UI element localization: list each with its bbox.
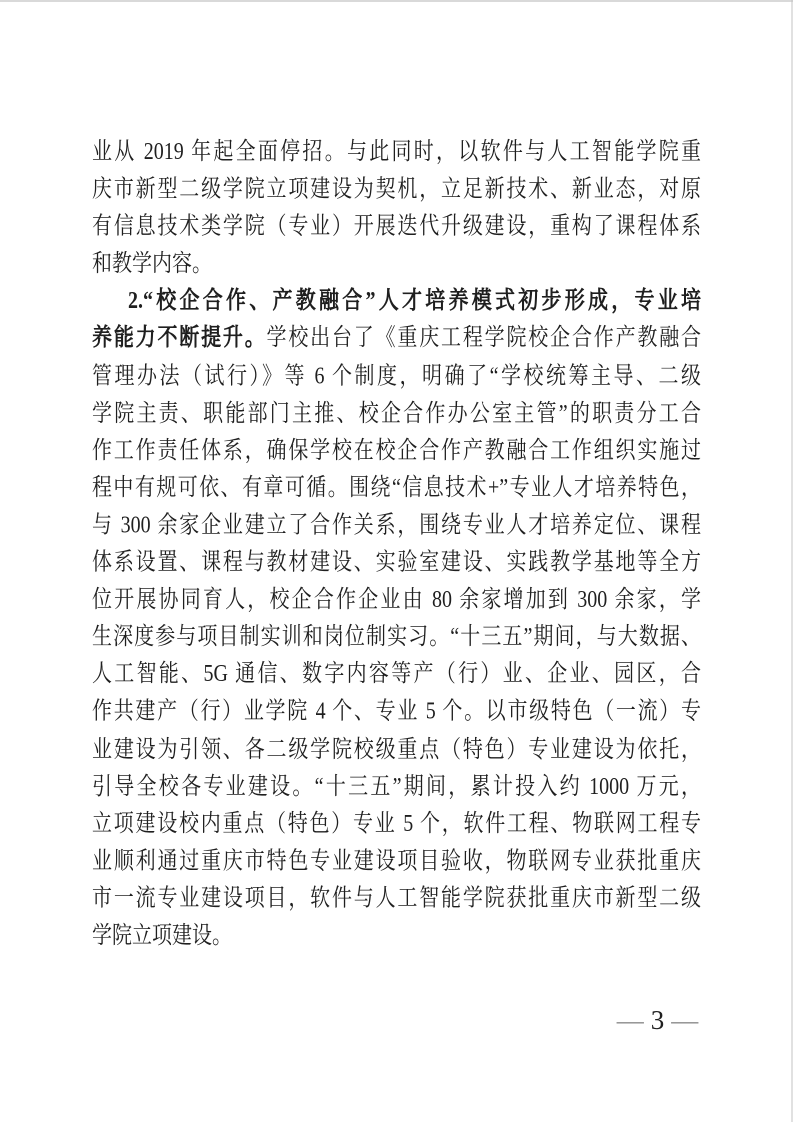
text-segment: 市一流专业建设项目，软件与人工智能学院获批重庆市新型二级 bbox=[92, 885, 701, 912]
emphasis-text-segment: 养能力不断提升。 bbox=[92, 325, 267, 352]
text-line bbox=[92, 843, 701, 880]
text-line bbox=[92, 544, 701, 581]
text-segment: 作工作责任体系，确保学校在校企合作产教融合工作组织实施过 bbox=[92, 437, 701, 464]
text-segment: 程中有规可依、有章可循。围绕“信息技术+”专业人才培养特色， bbox=[92, 474, 701, 502]
text-segment: 引导全校各专业建设。“十三五”期间，累计投入约 1000 万元， bbox=[92, 773, 701, 800]
text-segment: 作共建产（行）业学院 4 个、专业 5 个。以市级特色（一流）专 bbox=[92, 698, 701, 725]
text-line bbox=[92, 395, 701, 432]
text-line bbox=[92, 433, 701, 470]
text-segment: 和教学内容。 bbox=[92, 250, 212, 278]
page-footer bbox=[608, 1004, 708, 1036]
page-number: 3 bbox=[650, 1005, 666, 1035]
text-segment: 业顺利通过重庆市特色专业建设项目验收，物联网专业获批重庆 bbox=[92, 847, 701, 875]
text-segment: 业建设为引领、各二级学院校级重点（特色）专业建设为依托， bbox=[92, 735, 701, 763]
text-line bbox=[92, 694, 701, 731]
text-line bbox=[92, 918, 701, 955]
text-line bbox=[92, 619, 701, 656]
text-line bbox=[92, 321, 701, 358]
text-segment: 管理办法（试行）》等 6 个制度，明确了“学校统筹主导、二级 bbox=[92, 362, 701, 390]
text-segment: 学校出台了《重庆工程学院校企合作产教融合 bbox=[266, 325, 702, 352]
text-line bbox=[92, 582, 701, 619]
text-segment: 生深度参与项目制实训和岗位制实习。“十三五”期间，与大数据、 bbox=[92, 623, 701, 651]
text-segment: 立项建设校内重点（特色）专业 5 个，软件工程、物联网工程专 bbox=[92, 810, 701, 837]
text-line bbox=[92, 731, 701, 768]
text-segment: 位开展协同育人，校企合作企业由 80 余家增加到 300 余家，学 bbox=[92, 586, 701, 613]
scan-edge-top bbox=[0, 0, 793, 2]
page-number-left-dash: — bbox=[616, 1005, 645, 1035]
text-line bbox=[92, 209, 701, 246]
text-line bbox=[92, 768, 701, 805]
text-line bbox=[92, 507, 701, 544]
text-line bbox=[92, 134, 701, 171]
text-line bbox=[92, 656, 701, 693]
text-line bbox=[92, 470, 701, 507]
emphasis-text-segment: 2.“校企合作、产教融合”人才培养模式初步形成，专业培 bbox=[128, 288, 701, 315]
text-line bbox=[92, 806, 701, 843]
text-line bbox=[92, 283, 701, 320]
text-segment: 学院主责、职能部门主推、校企合作办公室主管”的职责分工合 bbox=[92, 399, 701, 427]
document-body bbox=[92, 134, 701, 955]
text-segment: 学院立项建设。 bbox=[92, 922, 232, 949]
text-line bbox=[92, 358, 701, 395]
text-segment: 庆市新型二级学院立项建设为契机，立足新技术、新业态，对原 bbox=[92, 176, 701, 203]
text-line bbox=[92, 880, 701, 917]
text-segment: 人工智能、5G 通信、数字内容等产（行）业、企业、园区，合 bbox=[92, 661, 701, 688]
text-segment: 业从 2019 年起全面停招。与此同时，以软件与人工智能学院重 bbox=[92, 138, 701, 166]
page-number-right-dash: — bbox=[671, 1005, 700, 1035]
text-segment: 体系设置、课程与教材建设、实验室建设、实践教学基地等全方 bbox=[92, 549, 701, 576]
text-segment: 与 300 余家企业建立了合作关系，围绕专业人才培养定位、课程 bbox=[92, 511, 701, 539]
text-segment: 有信息技术类学院（专业）开展迭代升级建设，重构了课程体系 bbox=[92, 213, 701, 240]
text-line bbox=[92, 246, 701, 283]
text-line bbox=[92, 171, 701, 208]
